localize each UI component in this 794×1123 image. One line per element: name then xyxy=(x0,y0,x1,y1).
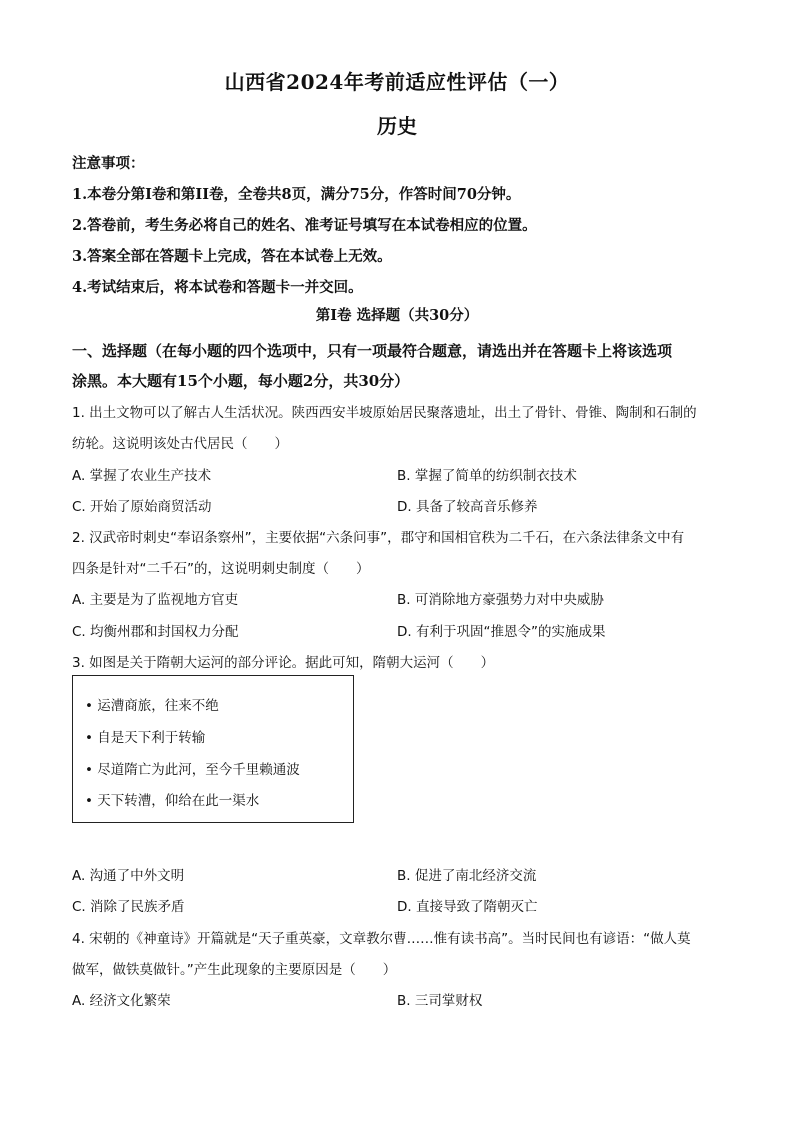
quote-item-1: • 运漕商旅，往来不绝 xyxy=(85,698,219,714)
notice-item-1: 1.本卷分第I卷和第II卷，全卷共8页，满分75分，作答时间70分钟。 xyxy=(72,186,521,203)
question-1-option-a: A. 掌握了农业生产技术 xyxy=(72,468,212,484)
question-1-line-2: 纺轮。这说明该处古代居民（ ） xyxy=(72,436,288,452)
canal-quote-box xyxy=(72,675,354,823)
part-heading-line-2: 涂黑。本大题有15个小题，每小题2分，共30分） xyxy=(72,372,410,390)
question-4-option-b: B. 三司掌财权 xyxy=(397,993,483,1009)
quote-item-3: • 尽道隋亡为此河，至今千里赖通波 xyxy=(85,762,300,778)
quote-item-4: • 天下转漕，仰给在此一渠水 xyxy=(85,793,260,809)
notice-item-4: 4.考试结束后，将本试卷和答题卡一并交回。 xyxy=(72,279,363,296)
question-2-option-c: C. 均衡州郡和封国权力分配 xyxy=(72,624,239,640)
question-3-option-d: D. 直接导致了隋朝灭亡 xyxy=(397,899,538,915)
question-1-option-d: D. 具备了较高音乐修养 xyxy=(397,499,538,515)
section-title: 第I卷 选择题（共30分） xyxy=(315,307,479,324)
question-2-line-1: 2. 汉武帝时刺史“奉诏条察州”，主要依据“六条问事”，郡守和国相官秩为二千石，在六条法律条文中有 xyxy=(72,530,685,546)
question-2-line-2: 四条是针对“二千石”的，这说明刺史制度（ ） xyxy=(72,561,370,577)
question-3-option-c: C. 消除了民族矛盾 xyxy=(72,899,185,915)
part-heading xyxy=(72,336,732,396)
question-4-option-a: A. 经济文化繁荣 xyxy=(72,993,171,1009)
question-3-line-1: 3. 如图是关于隋朝大运河的部分评论。据此可知，隋朝大运河（ ） xyxy=(72,655,495,671)
notice-item-2: 2.答卷前，考生务必将自己的姓名、准考证号填写在本试卷相应的位置。 xyxy=(72,217,537,234)
part-heading-line-1: 一、选择题（在每小题的四个选项中，只有一项最符合题意，请选出并在答题卡上将该选项 xyxy=(72,342,673,360)
question-4-line-2: 做军，做铁莫做针。”产生此现象的主要原因是（ ） xyxy=(72,962,397,978)
question-4-line-1: 4. 宋朝的《神童诗》开篇就是“天子重英豪，文章教尔曹……惟有读书高”。当时民间也有谚语：“做人莫 xyxy=(72,931,691,947)
exam-title: 山西省2024年考前适应性评估（一） xyxy=(224,70,570,94)
question-3-option-a: A. 沟通了中外文明 xyxy=(72,868,185,884)
question-3-option-b: B. 促进了南北经济交流 xyxy=(397,868,537,884)
question-2-option-d: D. 有利于巩固“推恩令”的实施成果 xyxy=(397,624,606,640)
question-1-line-1: 1. 出土文物可以了解古人生活状况。陕西西安半坡原始居民聚落遗址，出土了骨针、骨锥、陶制和石制的 xyxy=(72,405,697,421)
notice-item-3: 3.答案全部在答题卡上完成，答在本试卷上无效。 xyxy=(72,248,392,265)
question-1-option-c: C. 开始了原始商贸活动 xyxy=(72,499,212,515)
quote-item-2: • 自是天下利于转输 xyxy=(85,730,206,746)
question-1-option-b: B. 掌握了简单的纺织制衣技术 xyxy=(397,468,577,484)
notice-heading: 注意事项： xyxy=(72,155,145,172)
question-2-option-a: A. 主要是为了监视地方官吏 xyxy=(72,592,239,608)
subject-title: 历史 xyxy=(377,114,417,138)
question-2-option-b: B. 可消除地方豪强势力对中央威胁 xyxy=(397,592,604,608)
